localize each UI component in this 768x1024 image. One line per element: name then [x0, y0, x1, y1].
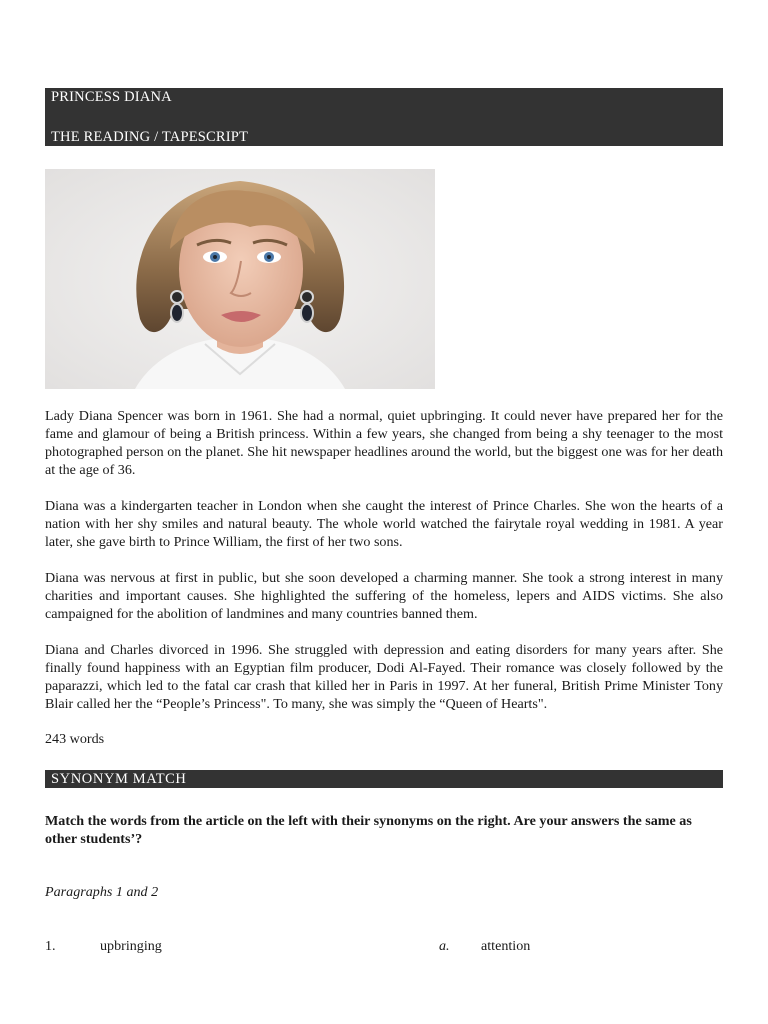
portrait-photo: [45, 169, 435, 389]
exercise-instructions: Match the words from the article on the left with their synonyms on the right. Are your answers the same as other students’?: [45, 813, 692, 847]
header-bar: [45, 88, 723, 146]
item-letter: a.: [439, 938, 450, 954]
paragraph-4: Diana and Charles divorced in 1996. She struggled with depression and eating disorders for many years after. She finally found happiness with an Egyptian film producer, Dodi Al-Fayed. Their romance was closely followed by the paparazzi, which led to the fatal car crash that killed her in Paris in 1997. At her funeral, British Prime Minister Tony Blair called her the “People’s Princess". To many, she was simply the “Queen of Hearts".: [45, 642, 723, 712]
document-title: PRINCESS DIANA: [51, 89, 172, 105]
section-header-synonym-match: SYNONYM MATCH: [45, 770, 723, 788]
paragraph-3: Diana was nervous at first in public, but she soon developed a charming manner. She took a strong interest in many charities and important causes. She highlighted the suffering of the homeless, lepers and AIDS victims. She also campaigned for the abolition of landmines and many countries banned them.: [45, 570, 723, 622]
paragraph-group-heading: Paragraphs 1 and 2: [45, 884, 159, 900]
portrait-illustration: [45, 169, 435, 389]
paragraph-1: Lady Diana Spencer was born in 1961. She had a normal, quiet upbringing. It could never have prepared her for the fame and glamour of being a British princess. Within a few years, she changed from being a shy teenager to the most photographed person on the planet. She hit newspaper headlines around the world, but the biggest one was for her death at the age of 36.: [45, 408, 723, 478]
item-synonym: attention: [481, 938, 531, 954]
item-number: 1.: [45, 938, 56, 954]
item-word: upbringing: [100, 938, 162, 954]
paragraph-2: Diana was a kindergarten teacher in London when she caught the interest of Prince Charles. She won the hearts of a nation with her shy smiles and natural beauty. The whole world watched the fairytale royal wedding in 1981. A year later, she gave birth to Prince William, the first of her two sons.: [45, 498, 723, 550]
document-subtitle: THE READING / TAPESCRIPT: [51, 129, 249, 145]
word-count: 243 words: [45, 731, 105, 747]
